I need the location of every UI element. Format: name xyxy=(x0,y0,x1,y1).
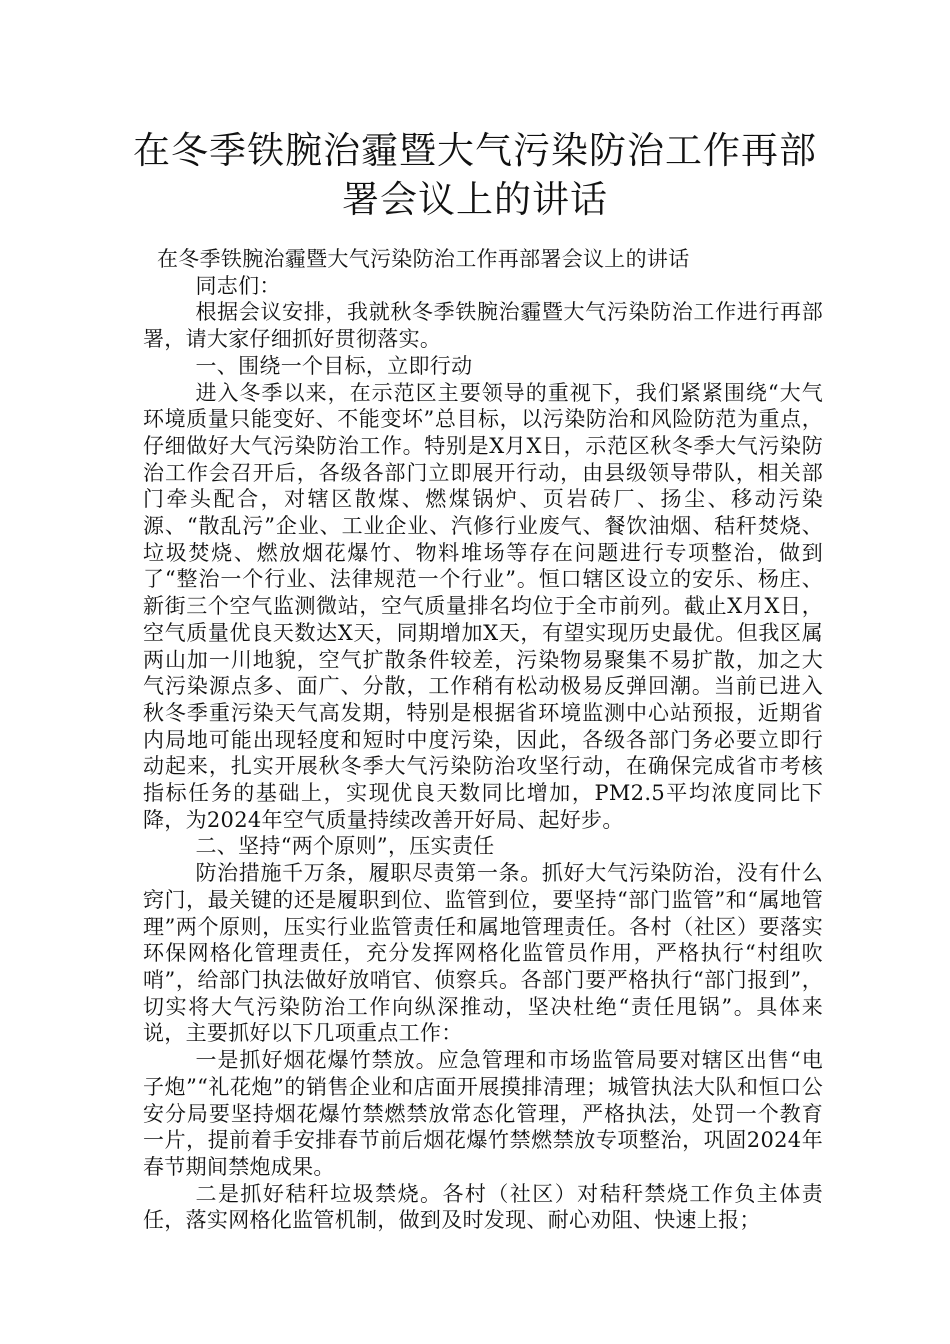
document-title: 在冬季铁腕治霾暨大气污染防治工作再部署会议上的讲话 xyxy=(133,129,817,221)
paragraph-straw-burning: 二是抓好秸秆垃圾禁烧。各村（社区）对秸秆禁烧工作负主体责任，落实网格化监管机制，做到及时发现、耐心劝阻、快速上报； xyxy=(143,1181,823,1233)
paragraph-fireworks: 一是抓好烟花爆竹禁放。应急管理和市场监管局要对辖区出售“电子炮”“礼花炮”的销售企业和店面开展摸排清理；城管执法大队和恒口公安分局要坚持烟花爆竹禁燃禁放常态化管理，严格执法，处罚一个教育一片，提前着手安排春节前后烟花爆竹禁燃禁放专项整治，巩固2024年春节期间禁炮成果。 xyxy=(143,1048,823,1179)
document-body xyxy=(143,246,823,1234)
document-subtitle: 在冬季铁腕治霾暨大气污染防治工作再部署会议上的讲话 xyxy=(157,247,690,271)
salutation: 同志们： xyxy=(195,273,281,298)
paragraph-intro: 根据会议安排，我就秋冬季铁腕治霾暨大气污染防治工作进行再部署，请大家仔细抓好贯彻落实。 xyxy=(143,300,823,352)
section-heading-2: 二、坚持“两个原则”，压实责任 xyxy=(195,834,495,859)
paragraph-section-1: 进入冬季以来，在示范区主要领导的重视下，我们紧紧围绕“大气环境质量只能变好、不能变坏”总目标，以污染防治和风险防范为重点，仔细做好大气污染防治工作。特别是X月X日，示范区秋冬季大气污染防治工作会召开后，各级各部门立即展开行动，由县级领导带队，相关部门牵头配合，对辖区散煤、燃煤锅炉、页岩砖厂、扬尘、移动污染源、“散乱污”企业、工业企业、汽修行业废气、餐饮油烟、秸秆焚烧、垃圾焚烧、燃放烟花爆竹、物料堆场等存在问题进行专项整治，做到了“整治一个行业、法律规范一个行业”。恒口辖区设立的安乐、杨庄、新街三个空气监测微站，空气质量排名均位于全市前列。截止X月X日，空气质量优良天数达X天，同期增加X天，有望实现历史最优。但我区属两山加一川地貌，空气扩散条件较差，污染物易聚集不易扩散，加之大气污染源点多、面广、分散，工作稍有松动极易反弹回潮。当前已进入秋冬季重污染天气高发期，特别是根据省环境监测中心站预报，近期省内局地可能出现轻度和短时中度污染，因此，各级各部门务必要立即行动起来，扎实开展秋冬季大气污染防治攻坚行动，在确保完成省市考核指标任务的基础上，实现优良天数同比增加，PM2.5平均浓度同比下降，为2024年空气质量持续改善开好局、起好步。 xyxy=(143,380,823,832)
paragraph-section-2: 防治措施千万条，履职尽责第一条。抓好大气污染防治，没有什么窍门，最关键的还是履职到位、监管到位，要坚持“部门监管”和“属地管理”两个原则，压实行业监管责任和属地管理责任。各村（社区）要落实环保网格化管理责任，充分发挥网格化监管员作用，严格执行“村组吹哨”，给部门执法做好放哨官、侦察兵。各部门要严格执行“部门报到”，切实将大气污染防治工作向纵深推动，坚决杜绝“责任甩锅”。具体来说，主要抓好以下几项重点工作： xyxy=(143,861,823,1046)
section-heading-1: 一、围绕一个目标，立即行动 xyxy=(195,353,473,378)
